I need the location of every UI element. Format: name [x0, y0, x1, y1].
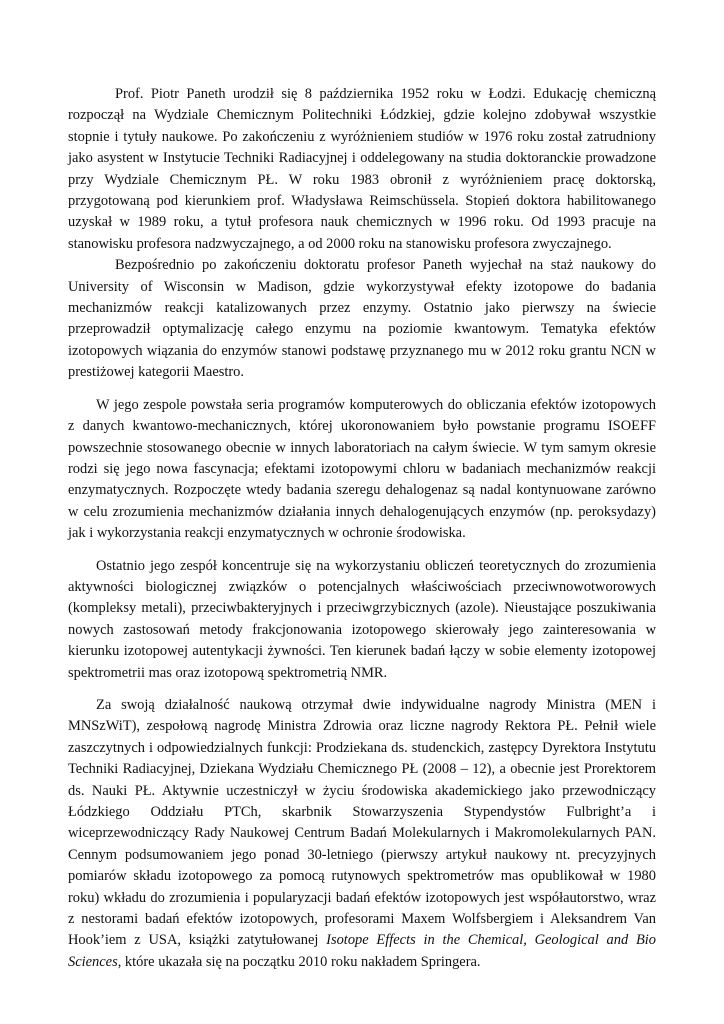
paragraph-awards-and-functions [68, 695, 656, 973]
book-title: Isotope Effects in the Chemical, Geological and Bio Sciences [68, 932, 656, 970]
paragraph-biography-intro: Prof. Piotr Paneth urodził się 8 października 1952 roku w Łodzi. Edukację chemiczną rozpoczął na Wydziale Chemicznym Politechniki Łódzkiej, gdzie kolejno zdobywał wszystkie stopnie i tytuły naukowe. Po zakończeniu z wyróżnieniem studiów w 1976 roku został zatrudniony jako asystent w Instytucie Techniki Radiacyjnej i oddelegowany na studia doktoranckie prowadzone przy Wydziale Chemicznym PŁ. W roku 1983 obronił z wyróżnieniem pracę doktorską, przygotowaną pod kierunkiem prof. Władysława Reimschüssela. Stopień doktora habilitowanego uzyskał w 1989 roku, a tytuł profesora nauk chemicznych w 1996 roku. Od 1993 pracuje na stanowisku profesora nadzwyczajnego, a od 2000 roku na stanowisku profesora zwyczajnego. [68, 86, 656, 252]
paragraph-recent-research: Ostatnio jego zespół koncentruje się na wykorzystaniu obliczeń teoretycznych do zrozumienia aktywności biologicznej związków o potencjalnych właściwościach przeciwnowotworowych (kompleksy metali), przeciwbakteryjnych i przeciwgrzybicznych (azole). Nieustające poszukiwania nowych zastosowań metody frakcjonowania izotopowego skierowały jego zainteresowania w kierunku izotopowej autentykacji żywności. Ten kierunek badań łączy w sobie elementy izotopowej spektrometrii mas oraz izotopową spektrometrią NMR. [68, 557, 656, 681]
document-page [68, 84, 656, 973]
awards-text-before: Za swoją działalność naukową otrzymał dwie indywidualne nagrody Ministra (MEN i MNSzWiT), zespołową nagrodę Ministra Zdrowia oraz liczne nagrody Rektora PŁ. Pełnił wiele zaszczytnych i odpowiedzialnych funkcji: Prodziekana ds. studenckich, zastępcy Dyrektora Instytutu Techniki Radiacyjnej, Dziekana Wydziału Chemicznego PŁ (2008 – 12), a obecnie jest Prorektorem ds. Nauki PŁ. Aktywnie uczestniczył w życiu środowiska akademickiego jako przewodniczący Łódzkiego Oddziału PTCh, skarbnik Stowarzyszenia Stypendystów Fulbright’a i wiceprzewodniczący Rady Naukowej Centrum Badań Molekularnych i Makromolekularnych PAN. Cennym podsumowaniem jego ponad 30-letniego (pierwszy artykuł naukowy nt. precyzyjnych pomiarów składu izotopowego za pomocą rutynowych spektrometrów mas opublikował w 1980 roku) wkładu do zrozumienia i popularyzacji badań efektów izotopowych jest współautorstwo, wraz z nestorami badań efektów izotopowych, profesorami Maxem Wolfsbergiem i Aleksandrem Van Hook’iem z USA, książki zatytułowanej [68, 696, 656, 949]
paragraph-isoeff-software: W jego zespole powstała seria programów komputerowych do obliczania efektów izotopowych z danych kwantowo-mechanicznych, której ukoronowaniem było powstanie programu ISOEFF powszechnie stosowanego obecnie w innych laboratoriach na całym świecie. W tym samym okresie rodzi się jego nowa fascynacja; efektami izotopowymi chloru w badaniach mechanizmów reakcji enzymatycznych. Rozpoczęte wtedy badania szeregu dehalogenaz są nadal kontynuowane zarówno w celu zrozumienia mechanizmów działania innych dehalogenujących enzymów (np. peroksydazy) jak i wykorzystania reakcji enzymatycznych w ochronie środowiska. [68, 396, 656, 542]
awards-text-after: , które ukazała się na początku 2010 roku nakładem Springera. [117, 953, 481, 970]
paragraph-postdoc-wisconsin: Bezpośrednio po zakończeniu doktoratu profesor Paneth wyjechał na staż naukowy do University of Wisconsin w Madison, gdzie wykorzystywał efekty izotopowe do badania mechanizmów reakcji katalizowanych przez enzymy. Ostatnio jako pierwszy na świecie przeprowadził optymalizację całego enzymu na poziomie kwantowym. Tematyka efektów izotopowych wiązania do enzymów stanowi podstawę przyznanego mu w 2012 roku grantu NCN w prestiżowej kategorii Maestro. [68, 257, 656, 381]
